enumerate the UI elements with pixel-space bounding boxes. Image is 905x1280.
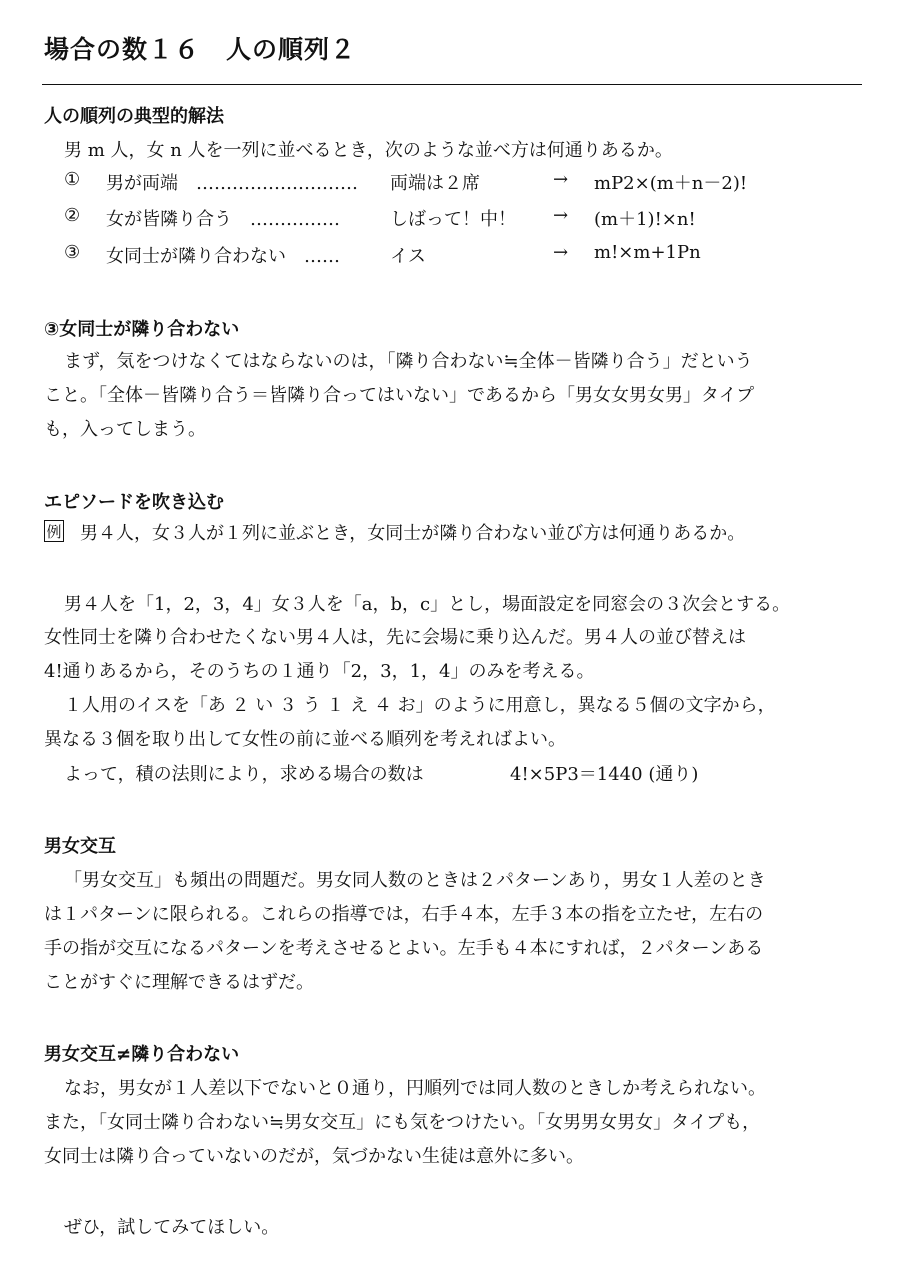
row-1-number: ① <box>64 169 81 190</box>
row-2-hint: しばって！中！ <box>390 209 516 230</box>
section-3-line-3: 4!通りあるから，そのうちの１通り「2，3，1，4」のみを考える。 <box>44 661 595 682</box>
section-2-line-1: まず，気をつけなくてはならないのは，「隣り合わない≒全体－皆隣り合う」だという <box>64 351 753 372</box>
section-3-line-2: 女性同士を隣り合わせたくない男４人は，先に会場に乗り込んだ。男４人の並び替えは <box>44 627 746 648</box>
row-3-number: ③ <box>64 242 81 263</box>
closing-line: ぜひ，試してみてほしい。 <box>64 1217 280 1238</box>
row-1-formula: mP2×(m＋n－2)! <box>594 173 748 194</box>
section-2-line-3: も，入ってしまう。 <box>44 419 206 440</box>
section-5-line-3: 女同士は隣り合っていないのだが，気づかない生徒は意外に多い。 <box>44 1146 584 1167</box>
section-heading-alternating: 男女交互 <box>44 836 116 857</box>
row-2-number: ② <box>64 205 81 226</box>
example-label: 例 <box>44 520 64 542</box>
section-1-intro: 男 m 人，女 n 人を一列に並べるとき，次のような並べ方は何通りあるか。 <box>64 140 673 161</box>
row-3-description: 女同士が隣り合わない …… <box>106 246 340 267</box>
row-3-hint: イス <box>390 246 426 267</box>
section-3-line-1: 男４人を「1，2，3，4」女３人を「a，b，c」とし，場面設定を同窓会の３次会とする。 <box>64 594 791 615</box>
section-2-line-2: こと。「全体－皆隣り合う＝皆隣り合ってはいない」であるから「男女女男女男」タイプ <box>44 385 755 406</box>
title-divider <box>42 84 862 85</box>
section-5-line-2: また，「女同士隣り合わない≒男女交互」にも気をつけたい。「女男男女男女」タイプも， <box>44 1112 761 1133</box>
section-3-line-6: よって，積の法則により，求める場合の数は <box>64 764 424 785</box>
row-2-arrow: → <box>553 205 569 226</box>
section-5-line-1: なお，男女が１人差以下でないと０通り，円順列では同人数のときしか考えられない。 <box>64 1078 766 1099</box>
section-4-line-3: 手の指が交互になるパターンを考えさせるとよい。左手も４本にすれば，２パターンある <box>44 938 764 959</box>
example-text: 男４人，女３人が１列に並ぶとき，女同士が隣り合わない並び方は何通りあるか。 <box>80 523 746 544</box>
section-4-line-4: ことがすぐに理解できるはずだ。 <box>44 972 314 993</box>
row-2-description: 女が皆隣り合う …………… <box>106 209 340 230</box>
page-title: 場合の数１６ 人の順列２ <box>44 35 357 64</box>
section-4-line-2: は１パターンに限られる。これらの指導では，右手４本，左手３本の指を立たせ，左右の <box>44 904 764 925</box>
section-heading-episode: エピソードを吹き込む <box>44 492 224 513</box>
row-3-formula: m!×m+1Pn <box>594 242 701 263</box>
row-2-formula: (m＋1)!×n! <box>594 209 696 230</box>
section-heading-typical-solution: 人の順列の典型的解法 <box>44 106 224 127</box>
section-3-line-5: 異なる３個を取り出して女性の前に並べる順列を考えればよい。 <box>44 729 566 750</box>
section-3-line-4: １人用のイスを「あ ２ い ３ う １ え ４ お」のように用意し，異なる５個の文字から， <box>64 695 776 716</box>
section-heading-alternating-vs-not-adjacent: 男女交互≠隣り合わない <box>44 1044 240 1065</box>
section-heading-not-adjacent: ③女同士が隣り合わない <box>44 319 240 340</box>
row-1-description: 男が両端 ……………………… <box>106 173 358 194</box>
row-3-arrow: → <box>553 242 569 263</box>
section-3-answer: 4!×5P3＝1440 (通り) <box>510 764 699 785</box>
section-4-line-1: 「男女交互」も頻出の問題だ。男女同人数のときは２パターンあり，男女１人差のとき <box>64 870 766 891</box>
row-1-arrow: → <box>553 169 569 190</box>
row-1-hint: 両端は２席 <box>390 173 480 194</box>
